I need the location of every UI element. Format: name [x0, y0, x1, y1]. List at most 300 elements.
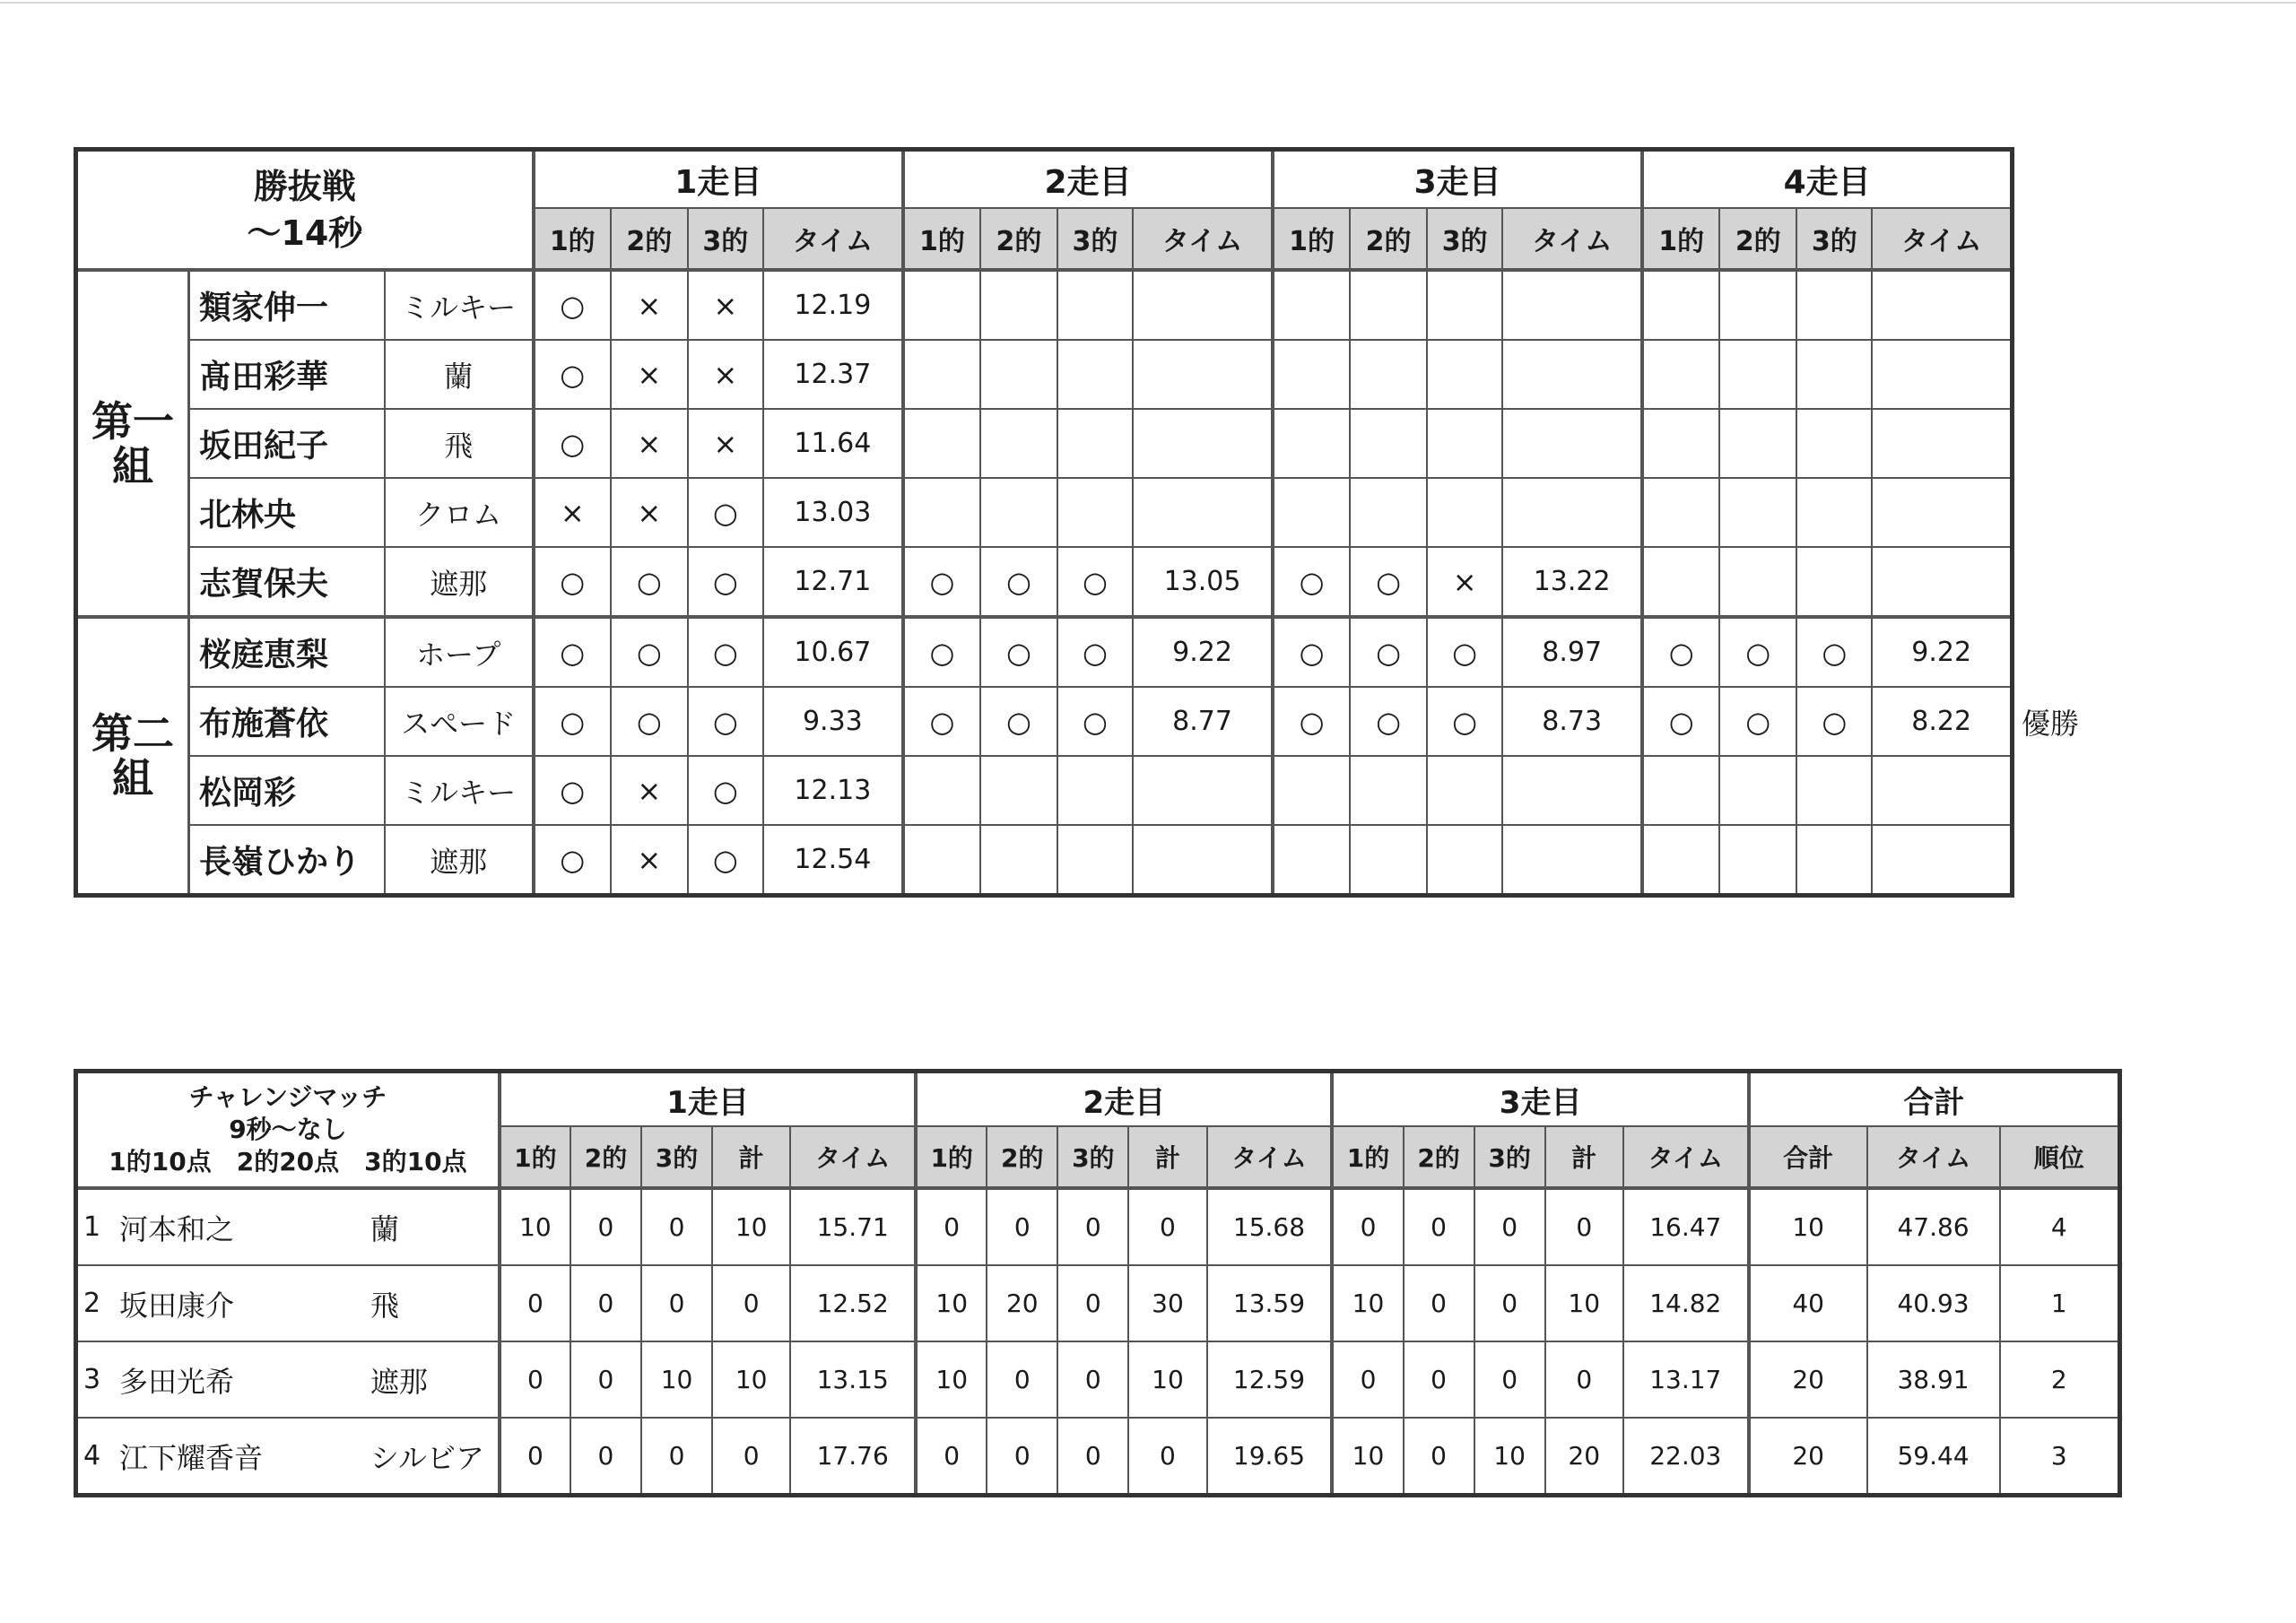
score-cell: 20: [1749, 1418, 1867, 1496]
score-cell: 12.59: [1207, 1341, 1333, 1418]
hit-cell: [1273, 825, 1350, 896]
table-row: [76, 340, 2013, 409]
score-cell: 0: [1404, 1341, 1474, 1418]
hit-cell: ○: [1427, 687, 1502, 756]
score-cell: 0: [916, 1418, 987, 1496]
hit-cell: [1796, 340, 1872, 409]
hit-cell: ○: [980, 617, 1057, 687]
score-cell: 0: [1057, 1188, 1128, 1265]
table-row: [76, 756, 2013, 825]
hit-cell: [980, 478, 1057, 547]
total-sub-header: タイム: [1867, 1126, 2000, 1188]
time-cell: [1133, 409, 1273, 478]
score-cell: 30: [1128, 1265, 1206, 1341]
hit-cell: ○: [1427, 617, 1502, 687]
hit-cell: ○: [611, 687, 688, 756]
hit-cell: [1273, 409, 1350, 478]
table-row: [76, 617, 2013, 687]
score-cell: 40: [1749, 1265, 1867, 1341]
hit-cell: ○: [1719, 617, 1796, 687]
hit-cell: ○: [534, 687, 611, 756]
elimination-title-line1: 勝抜戦: [253, 167, 356, 206]
time-cell: 12.19: [763, 270, 903, 340]
hit-cell: ○: [1796, 617, 1872, 687]
hit-cell: ×: [611, 340, 688, 409]
score-cell: 22.03: [1623, 1418, 1749, 1496]
hit-cell: [1427, 409, 1502, 478]
hit-cell: [1796, 756, 1872, 825]
table-row: [76, 478, 2013, 547]
score-cell: 3: [2000, 1418, 2120, 1496]
time-cell: 12.13: [763, 756, 903, 825]
score-cell: 0: [1545, 1341, 1623, 1418]
time-cell: [1872, 270, 2012, 340]
time-cell: 8.22: [1872, 687, 2012, 756]
elimination-title-line2: ～14秒: [247, 213, 363, 253]
run-header: 2走目: [916, 1072, 1332, 1127]
hit-cell: ○: [903, 617, 980, 687]
hit-cell: [980, 270, 1057, 340]
score-cell: 2: [2000, 1341, 2120, 1418]
hit-cell: ○: [688, 478, 763, 547]
score-cell: 0: [1332, 1341, 1403, 1418]
time-cell: 12.54: [763, 825, 903, 896]
hit-cell: ○: [1796, 687, 1872, 756]
total-sub-header: 合計: [1749, 1126, 1867, 1188]
score-cell: 40.93: [1867, 1265, 2000, 1341]
score-cell: 0: [1404, 1188, 1474, 1265]
score-cell: 16.47: [1623, 1188, 1749, 1265]
time-cell: 13.22: [1502, 547, 1642, 617]
score-cell: 20: [987, 1265, 1057, 1341]
group-label: 第一組: [76, 270, 189, 617]
team-name: 遮那: [385, 825, 534, 896]
hit-cell: [903, 340, 980, 409]
row-number: 2: [76, 1265, 111, 1341]
time-cell: [1502, 756, 1642, 825]
score-cell: 47.86: [1867, 1188, 2000, 1265]
score-cell: 0: [1474, 1341, 1545, 1418]
hit-cell: [1796, 270, 1872, 340]
challenge-match-table: [74, 1069, 2122, 1497]
sub-header: タイム: [763, 208, 903, 270]
hit-cell: ○: [1273, 687, 1350, 756]
hit-cell: ×: [611, 409, 688, 478]
group-label: 第二組: [76, 617, 189, 896]
score-cell: 0: [1057, 1418, 1128, 1496]
run-header: 1走目: [500, 1072, 916, 1127]
sub-header: タイム: [1502, 208, 1642, 270]
score-cell: 20: [1749, 1341, 1867, 1418]
hit-cell: ○: [1642, 687, 1719, 756]
score-cell: 0: [570, 1265, 641, 1341]
table-row: [76, 1265, 2120, 1341]
time-cell: [1872, 756, 2012, 825]
score-cell: 14.82: [1623, 1265, 1749, 1341]
hit-cell: [980, 409, 1057, 478]
player-name: 志賀保夫: [189, 547, 385, 617]
score-cell: 10: [641, 1341, 712, 1418]
hit-cell: [1642, 478, 1719, 547]
hit-cell: [1642, 825, 1719, 896]
hit-cell: ○: [534, 756, 611, 825]
team-name: 飛: [385, 409, 534, 478]
hit-cell: [1057, 825, 1133, 896]
time-cell: [1502, 270, 1642, 340]
hit-cell: [903, 409, 980, 478]
hit-cell: [1719, 547, 1796, 617]
sub-header: 3的: [688, 208, 763, 270]
sub-header: 3的: [641, 1126, 712, 1188]
score-cell: 10: [712, 1341, 790, 1418]
sub-header: 3的: [1796, 208, 1872, 270]
player-name: 江下耀香音: [110, 1418, 365, 1496]
score-cell: 0: [916, 1188, 987, 1265]
hit-cell: ○: [1642, 617, 1719, 687]
hit-cell: [1427, 825, 1502, 896]
hit-cell: ○: [903, 547, 980, 617]
team-name: 蘭: [385, 340, 534, 409]
score-cell: 10: [916, 1265, 987, 1341]
score-cell: 13.15: [790, 1341, 916, 1418]
challenge-title-line2: 9秒～なし: [229, 1115, 347, 1144]
run-header: 3走目: [1332, 1072, 1748, 1127]
score-cell: 15.68: [1207, 1188, 1333, 1265]
table-row: [76, 1418, 2120, 1496]
hit-cell: [1642, 340, 1719, 409]
hit-cell: ×: [611, 756, 688, 825]
hit-cell: [1427, 756, 1502, 825]
score-cell: 0: [1404, 1265, 1474, 1341]
time-cell: 8.77: [1133, 687, 1273, 756]
row-number: 1: [76, 1188, 111, 1265]
time-cell: [1133, 270, 1273, 340]
hit-cell: ○: [1350, 617, 1427, 687]
hit-cell: [1719, 409, 1796, 478]
hit-cell: [1057, 340, 1133, 409]
hit-cell: [1273, 756, 1350, 825]
player-name: 布施蒼依: [189, 687, 385, 756]
player-name: 髙田彩華: [189, 340, 385, 409]
hit-cell: [1427, 340, 1502, 409]
hit-cell: [1796, 478, 1872, 547]
time-cell: 8.73: [1502, 687, 1642, 756]
hit-cell: [1350, 825, 1427, 896]
hit-cell: ○: [534, 270, 611, 340]
hit-cell: [1427, 478, 1502, 547]
hit-cell: [1350, 478, 1427, 547]
hit-cell: [1642, 409, 1719, 478]
hit-cell: [1057, 409, 1133, 478]
player-name: 坂田康介: [110, 1265, 365, 1341]
table-row: [76, 270, 2013, 340]
score-cell: 0: [987, 1418, 1057, 1496]
hit-cell: ○: [1350, 687, 1427, 756]
score-cell: 0: [1404, 1418, 1474, 1496]
time-cell: 8.97: [1502, 617, 1642, 687]
sub-header: 2的: [987, 1126, 1057, 1188]
hit-cell: ○: [534, 340, 611, 409]
table-row: [76, 1188, 2120, 1265]
score-cell: 59.44: [1867, 1418, 2000, 1496]
time-cell: 9.22: [1133, 617, 1273, 687]
score-cell: 10: [1749, 1188, 1867, 1265]
player-name: 北林央: [189, 478, 385, 547]
hit-cell: ○: [688, 547, 763, 617]
table-row: [76, 825, 2013, 896]
hit-cell: [1719, 756, 1796, 825]
score-cell: 10: [1545, 1265, 1623, 1341]
hit-cell: [1719, 825, 1796, 896]
score-cell: 0: [1057, 1341, 1128, 1418]
hit-cell: [1719, 478, 1796, 547]
time-cell: [1872, 478, 2012, 547]
challenge-title-line3: 1的10点 2的20点 3的10点: [109, 1147, 467, 1176]
hit-cell: ○: [980, 687, 1057, 756]
score-cell: 0: [1128, 1188, 1206, 1265]
hit-cell: [1350, 756, 1427, 825]
run-header: 2走目: [903, 150, 1273, 209]
time-cell: 13.05: [1133, 547, 1273, 617]
hit-cell: ○: [534, 409, 611, 478]
winner-note: 優勝: [2022, 707, 2080, 741]
hit-cell: [903, 825, 980, 896]
sub-header: タイム: [1133, 208, 1273, 270]
score-cell: 0: [500, 1265, 570, 1341]
hit-cell: ○: [1057, 617, 1133, 687]
hit-cell: ○: [534, 825, 611, 896]
score-cell: 0: [1332, 1188, 1403, 1265]
hit-cell: ×: [611, 478, 688, 547]
sub-header: 2的: [570, 1126, 641, 1188]
score-cell: 1: [2000, 1265, 2120, 1341]
sub-header: 1的: [1273, 208, 1350, 270]
hit-cell: ○: [1057, 687, 1133, 756]
hit-cell: [1057, 478, 1133, 547]
sub-header: タイム: [1623, 1126, 1749, 1188]
sub-header: タイム: [1207, 1126, 1333, 1188]
hit-cell: ×: [688, 270, 763, 340]
time-cell: [1502, 825, 1642, 896]
hit-cell: ○: [688, 687, 763, 756]
score-cell: 0: [570, 1341, 641, 1418]
score-cell: 0: [1057, 1265, 1128, 1341]
player-name: 長嶺ひかり: [189, 825, 385, 896]
hit-cell: ○: [1057, 547, 1133, 617]
score-cell: 10: [916, 1341, 987, 1418]
time-cell: 12.71: [763, 547, 903, 617]
hit-cell: ○: [1273, 617, 1350, 687]
time-cell: [1133, 756, 1273, 825]
hit-cell: ○: [1273, 547, 1350, 617]
time-cell: 13.03: [763, 478, 903, 547]
time-cell: [1872, 340, 2012, 409]
sub-header: 2的: [980, 208, 1057, 270]
score-cell: 13.17: [1623, 1341, 1749, 1418]
total-sub-header: 順位: [2000, 1126, 2120, 1188]
hit-cell: [1427, 270, 1502, 340]
time-cell: [1133, 340, 1273, 409]
hit-cell: [1642, 756, 1719, 825]
hit-cell: ×: [611, 270, 688, 340]
score-cell: 0: [1474, 1188, 1545, 1265]
hit-cell: ○: [534, 617, 611, 687]
hit-cell: ×: [611, 825, 688, 896]
time-cell: [1872, 547, 2012, 617]
sub-header: 3的: [1057, 208, 1133, 270]
sub-header: 1的: [534, 208, 611, 270]
team-name: シルビア: [365, 1418, 500, 1496]
run-header: 1走目: [534, 150, 903, 209]
hit-cell: [1719, 340, 1796, 409]
score-cell: 38.91: [1867, 1341, 2000, 1418]
hit-cell: [1350, 340, 1427, 409]
team-name: ミルキー: [385, 270, 534, 340]
score-cell: 20: [1545, 1418, 1623, 1496]
player-name: 多田光希: [110, 1341, 365, 1418]
score-cell: 0: [570, 1418, 641, 1496]
sub-header: 1的: [500, 1126, 570, 1188]
time-cell: 9.22: [1872, 617, 2012, 687]
sub-header: 3的: [1427, 208, 1502, 270]
run-header: 3走目: [1273, 150, 1642, 209]
sub-header: タイム: [790, 1126, 916, 1188]
time-cell: [1133, 825, 1273, 896]
time-cell: [1872, 825, 2012, 896]
hit-cell: [1350, 409, 1427, 478]
hit-cell: [1350, 270, 1427, 340]
sub-header: タイム: [1872, 208, 2012, 270]
sub-header: 2的: [611, 208, 688, 270]
team-name: 遮那: [385, 547, 534, 617]
player-name: 類家伸一: [189, 270, 385, 340]
hit-cell: [1273, 340, 1350, 409]
time-cell: 10.67: [763, 617, 903, 687]
score-cell: 0: [1128, 1418, 1206, 1496]
hit-cell: [1273, 478, 1350, 547]
hit-cell: ○: [980, 547, 1057, 617]
elimination-title: [76, 150, 534, 271]
score-cell: 0: [1545, 1188, 1623, 1265]
time-cell: [1502, 409, 1642, 478]
score-cell: 10: [500, 1188, 570, 1265]
score-cell: 19.65: [1207, 1418, 1333, 1496]
hit-cell: ×: [1427, 547, 1502, 617]
score-cell: 0: [570, 1188, 641, 1265]
team-name: スペード: [385, 687, 534, 756]
hit-cell: [980, 756, 1057, 825]
hit-cell: ×: [688, 340, 763, 409]
score-cell: 0: [500, 1341, 570, 1418]
hit-cell: ○: [1350, 547, 1427, 617]
team-name: クロム: [385, 478, 534, 547]
sub-header: 計: [712, 1126, 790, 1188]
score-cell: 0: [987, 1188, 1057, 1265]
hit-cell: [1273, 270, 1350, 340]
hit-cell: [1642, 547, 1719, 617]
player-name: 坂田紀子: [189, 409, 385, 478]
score-cell: 4: [2000, 1188, 2120, 1265]
hit-cell: ×: [688, 409, 763, 478]
time-cell: 12.37: [763, 340, 903, 409]
table-row: [76, 1341, 2120, 1418]
score-cell: 0: [641, 1188, 712, 1265]
sub-header: 1的: [903, 208, 980, 270]
team-name: 飛: [365, 1265, 500, 1341]
total-header: 合計: [1749, 1072, 2120, 1127]
score-cell: 0: [1474, 1265, 1545, 1341]
hit-cell: ○: [688, 825, 763, 896]
hit-cell: [903, 756, 980, 825]
time-cell: 9.33: [763, 687, 903, 756]
hit-cell: [980, 340, 1057, 409]
sub-header: 3的: [1057, 1126, 1128, 1188]
time-cell: [1502, 340, 1642, 409]
score-cell: 12.52: [790, 1265, 916, 1341]
hit-cell: ×: [534, 478, 611, 547]
hit-cell: [1057, 756, 1133, 825]
hit-cell: [1796, 825, 1872, 896]
team-name: ホープ: [385, 617, 534, 687]
hit-cell: ○: [534, 547, 611, 617]
row-number: 3: [76, 1341, 111, 1418]
hit-cell: ○: [611, 617, 688, 687]
score-cell: 17.76: [790, 1418, 916, 1496]
sub-header: 1的: [1642, 208, 1719, 270]
sub-header: 2的: [1719, 208, 1796, 270]
sub-header: 1的: [916, 1126, 987, 1188]
score-cell: 10: [1128, 1341, 1206, 1418]
score-cell: 0: [641, 1418, 712, 1496]
table-row: [76, 409, 2013, 478]
hit-cell: [1796, 547, 1872, 617]
score-cell: 0: [641, 1265, 712, 1341]
scan-edge-line: [0, 2, 2296, 4]
player-name: 桜庭恵梨: [189, 617, 385, 687]
row-number: 4: [76, 1418, 111, 1496]
hit-cell: [1642, 270, 1719, 340]
table-row: [76, 547, 2013, 617]
hit-cell: [1719, 270, 1796, 340]
hit-cell: [903, 478, 980, 547]
team-name: 蘭: [365, 1188, 500, 1265]
hit-cell: [980, 825, 1057, 896]
time-cell: [1502, 478, 1642, 547]
score-cell: 0: [500, 1418, 570, 1496]
score-cell: 0: [987, 1341, 1057, 1418]
sub-header: 2的: [1404, 1126, 1474, 1188]
hit-cell: [1057, 270, 1133, 340]
team-name: ミルキー: [385, 756, 534, 825]
time-cell: [1133, 478, 1273, 547]
hit-cell: ○: [688, 617, 763, 687]
hit-cell: [1796, 409, 1872, 478]
run-header: 4走目: [1642, 150, 2012, 209]
time-cell: [1872, 409, 2012, 478]
elimination-table: [74, 147, 2014, 898]
score-cell: 13.59: [1207, 1265, 1333, 1341]
score-cell: 10: [712, 1188, 790, 1265]
hit-cell: [903, 270, 980, 340]
hit-cell: ○: [903, 687, 980, 756]
sub-header: 計: [1128, 1126, 1206, 1188]
score-cell: 15.71: [790, 1188, 916, 1265]
score-cell: 10: [1474, 1418, 1545, 1496]
sub-header: 1的: [1332, 1126, 1403, 1188]
challenge-title: [76, 1072, 500, 1189]
sub-header: 計: [1545, 1126, 1623, 1188]
score-cell: 10: [1332, 1418, 1403, 1496]
